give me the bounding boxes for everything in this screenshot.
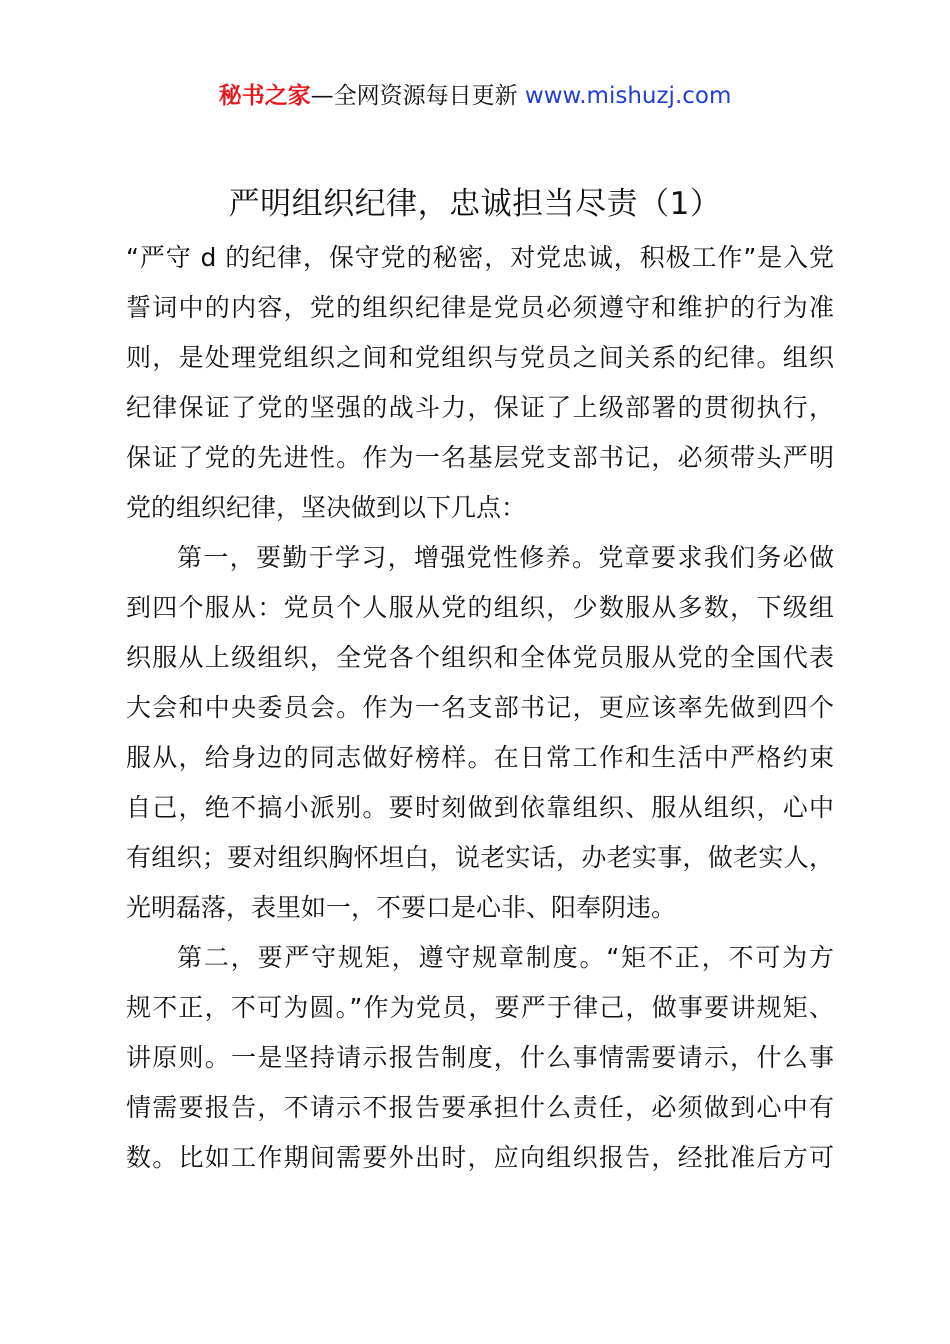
body-line: 第二，要严守规矩，遵守规章制度。“矩不正，不可为方 [177, 943, 834, 972]
body-line: 有组织；要对组织胸怀坦白，说老实话，办老实事，做老实人， [126, 843, 834, 872]
brand-name: 秘书之家 [218, 83, 311, 109]
body-line: 织服从上级组织，全党各个组织和全体党员服从党的全国代表 [126, 643, 834, 672]
site-url-link[interactable]: www.mishuzj.com [524, 83, 732, 109]
document-body [126, 233, 834, 1183]
body-line: 到四个服从：党员个人服从党的组织，少数服从多数，下级组 [126, 593, 834, 622]
body-line: 纪律保证了党的坚强的战斗力，保证了上级部署的贯彻执行， [126, 393, 834, 422]
body-line: 服从，给身边的同志做好榜样。在日常工作和生活中严格约束 [126, 743, 834, 772]
body-line: 情需要报告，不请示不报告要承担什么责任，必须做到心中有 [126, 1093, 834, 1122]
site-header-banner [0, 80, 950, 112]
body-line: 大会和中央委员会。作为一名支部书记，更应该率先做到四个 [126, 693, 834, 722]
body-line: “严守 d 的纪律，保守党的秘密，对党忠诚，积极工作”是入党 [126, 243, 834, 272]
body-line: 保证了党的先进性。作为一名基层党支部书记，必须带头严明 [126, 443, 834, 472]
body-line: 自己，绝不搞小派别。要时刻做到依靠组织、服从组织，心中 [126, 793, 834, 822]
body-line: 第一，要勤于学习，增强党性修养。党章要求我们务必做 [177, 543, 834, 572]
header-tagline: —全网资源每日更新 [310, 83, 518, 109]
body-line: 光明磊落，表里如一，不要口是心非、阳奉阴违。 [126, 893, 677, 922]
body-line: 誓词中的内容，党的组织纪律是党员必须遵守和维护的行为准 [126, 293, 834, 322]
body-line: 规不正，不可为圆。”作为党员，要严于律己，做事要讲规矩、 [126, 993, 834, 1022]
document-title: 严明组织纪律，忠诚担当尽责（1） [228, 186, 722, 222]
body-line: 党的组织纪律，坚决做到以下几点： [126, 493, 527, 522]
body-line: 则，是处理党组织之间和党组织与党员之间关系的纪律。组织 [126, 343, 834, 372]
body-line: 数。比如工作期间需要外出时，应向组织报告，经批准后方可 [126, 1143, 834, 1172]
body-line: 讲原则。一是坚持请示报告制度，什么事情需要请示，什么事 [126, 1043, 834, 1072]
